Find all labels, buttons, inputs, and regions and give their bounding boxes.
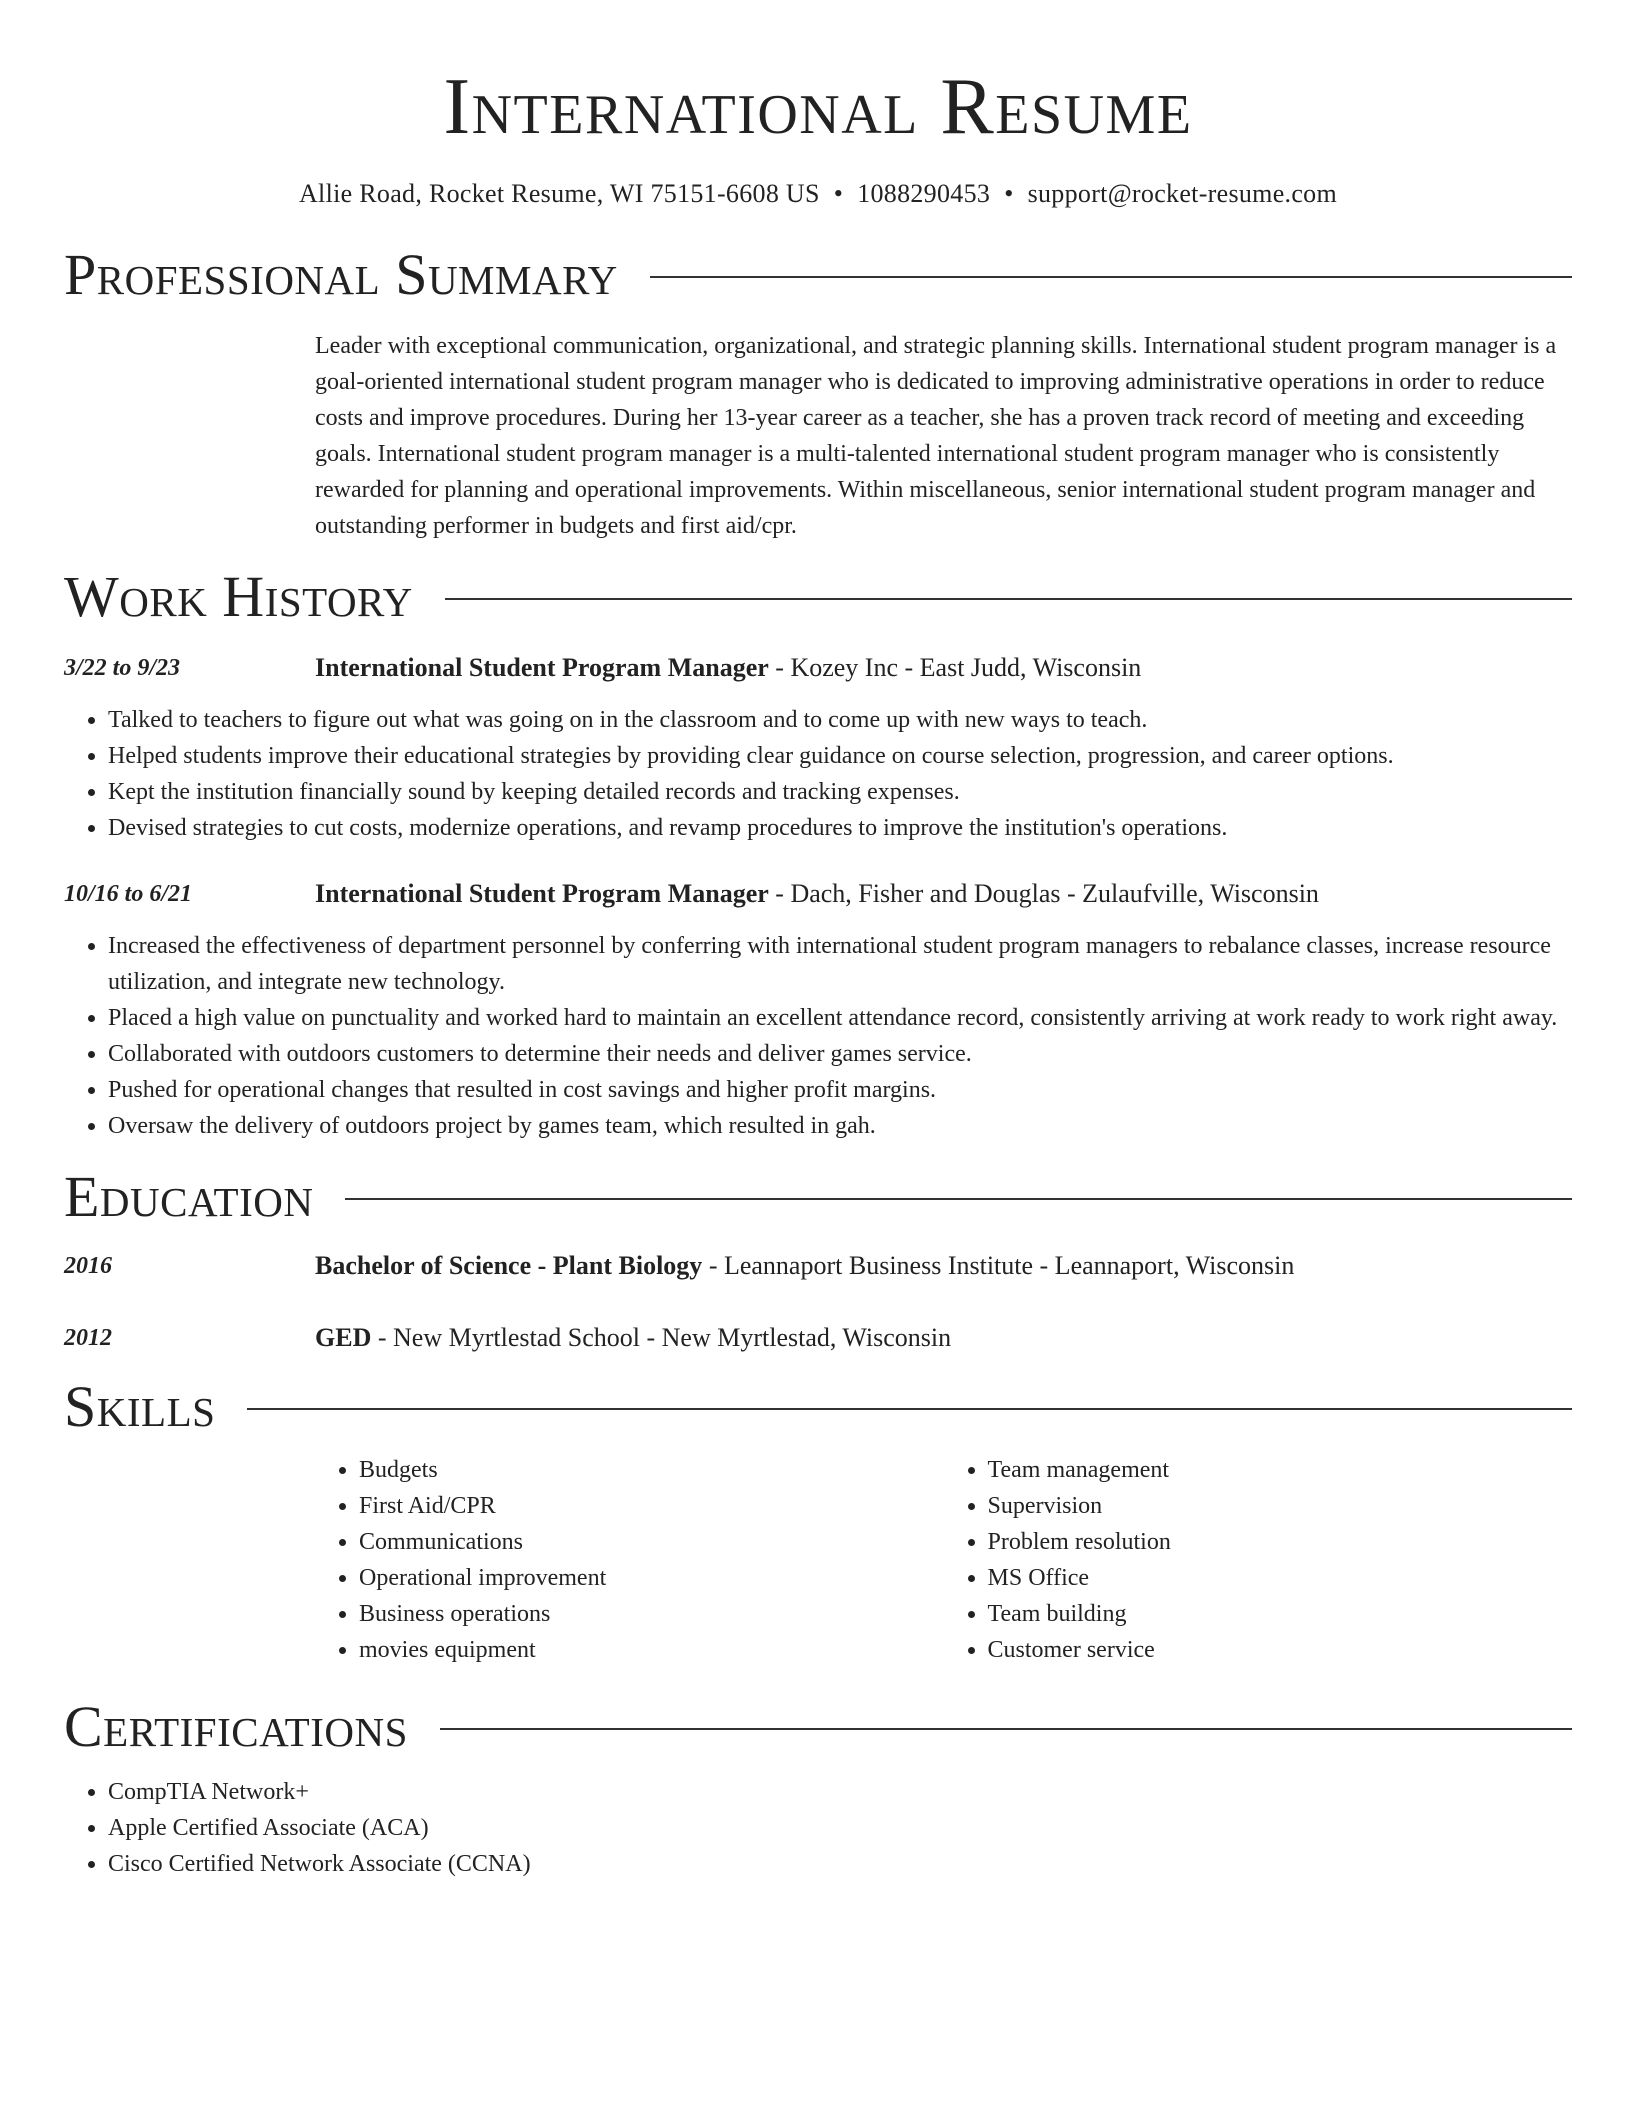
work-section-header bbox=[64, 566, 1572, 628]
education-line bbox=[315, 1320, 1572, 1356]
section-divider bbox=[440, 1728, 1572, 1730]
skills-section-header bbox=[64, 1376, 1572, 1438]
certifications-section-header bbox=[64, 1696, 1572, 1758]
section-divider bbox=[650, 276, 1572, 278]
list-item: • CompTIA Network+ bbox=[108, 1774, 1572, 1810]
job-title: International Student Program Manager bbox=[315, 879, 769, 908]
list-item: • Business operations bbox=[359, 1596, 944, 1632]
education-degree: GED bbox=[315, 1323, 372, 1352]
list-item: • First Aid/CPR bbox=[359, 1488, 944, 1524]
section-title-certifications: Certifications bbox=[64, 1694, 408, 1759]
section-title-summary: Professional Summary bbox=[64, 242, 618, 307]
education-date: 2016 bbox=[64, 1253, 112, 1279]
list-item: • Budgets bbox=[359, 1452, 944, 1488]
section-title-skills: Skills bbox=[64, 1374, 216, 1439]
section-title-education: Education bbox=[64, 1164, 314, 1229]
list-item: • Pushed for operational changes that resulted in cost savings and higher profit margins. bbox=[108, 1072, 1572, 1108]
summary-section-header bbox=[64, 244, 1572, 306]
list-item: • Team management bbox=[988, 1452, 1573, 1488]
job-title-line bbox=[315, 650, 1572, 686]
list-item: • Collaborated with outdoors customers to determine their needs and deliver games service. bbox=[108, 1036, 1572, 1072]
list-item: • Communications bbox=[359, 1524, 944, 1560]
job-date: 3/22 to 9/23 bbox=[64, 655, 181, 681]
list-item: • Increased the effectiveness of department personnel by conferring with international student program managers to rebalance classes, increase resource utilization, and integrate new technology. bbox=[108, 928, 1572, 1000]
job-entry bbox=[64, 876, 1572, 1144]
section-title-work: Work History bbox=[64, 564, 413, 629]
job-entry bbox=[64, 650, 1572, 846]
list-item: • Team building bbox=[988, 1596, 1573, 1632]
job-bullets bbox=[64, 928, 1572, 1144]
job-date: 10/16 to 6/21 bbox=[64, 881, 193, 907]
resume-page bbox=[64, 0, 1572, 1882]
job-title: International Student Program Manager bbox=[315, 653, 769, 682]
job-employer: - Dach, Fisher and Douglas - Zulaufville, Wisconsin bbox=[768, 879, 1319, 908]
job-employer: - Kozey Inc - East Judd, Wisconsin bbox=[768, 653, 1142, 682]
job-header bbox=[64, 876, 1572, 912]
list-item: • Customer service bbox=[988, 1632, 1573, 1668]
job-title-line bbox=[315, 876, 1572, 912]
job-bullets bbox=[64, 702, 1572, 846]
email: support@rocket-resume.com bbox=[1027, 179, 1338, 208]
list-item: • movies equipment bbox=[359, 1632, 944, 1668]
resume-name: International Resume bbox=[443, 63, 1193, 151]
list-item: • Placed a high value on punctuality and worked hard to maintain an excellent attendance record, consistently arriving at work ready to work right away. bbox=[108, 1000, 1572, 1036]
address: Allie Road, Rocket Resume, WI 75151-6608 US bbox=[298, 179, 820, 208]
education-school: - New Myrtlestad School - New Myrtlestad, Wisconsin bbox=[371, 1323, 952, 1352]
list-item: • Talked to teachers to figure out what was going on in the classroom and to come up with new ways to teach. bbox=[108, 702, 1572, 738]
section-divider bbox=[247, 1408, 1572, 1410]
list-item: • Helped students improve their educational strategies by providing clear guidance on course selection, progression, and career options. bbox=[108, 738, 1572, 774]
certifications-list bbox=[64, 1774, 1572, 1882]
skills-list bbox=[315, 1452, 1572, 1668]
separator-dot: • bbox=[1004, 179, 1014, 208]
list-item: • Problem resolution bbox=[988, 1524, 1573, 1560]
list-item: • Devised strategies to cut costs, modernize operations, and revamp procedures to improve the institution's operations. bbox=[108, 810, 1572, 846]
list-item: • Operational improvement bbox=[359, 1560, 944, 1596]
list-item: • Apple Certified Associate (ACA) bbox=[108, 1810, 1572, 1846]
education-school: - Leannaport Business Institute - Leannaport, Wisconsin bbox=[702, 1251, 1295, 1280]
education-entry bbox=[64, 1248, 1572, 1284]
education-section-header bbox=[64, 1166, 1572, 1228]
section-divider bbox=[345, 1198, 1572, 1200]
summary-text: Leader with exceptional communication, organizational, and strategic planning skills. International student program manager is a goal-oriented international student program manager who is dedicated to improving administrative operations in order to reduce costs and improve procedures. During her 13-year career as a teacher, she has a proven track record of meeting and exceeding goals. International student program manager is a multi-talented international student program manager who is consistently rewarded for planning and operational improvements. Within miscellaneous, senior international student program manager and outstanding performer in budgets and first aid/cpr. bbox=[315, 333, 1557, 539]
skills-column-left bbox=[315, 1452, 944, 1668]
job-header bbox=[64, 650, 1572, 686]
list-item: • MS Office bbox=[988, 1560, 1573, 1596]
education-degree: Bachelor of Science - Plant Biology bbox=[315, 1251, 703, 1280]
separator-dot: • bbox=[833, 179, 844, 208]
list-item: • Supervision bbox=[988, 1488, 1573, 1524]
section-divider bbox=[445, 598, 1572, 600]
education-entry bbox=[64, 1320, 1572, 1356]
list-item: • Cisco Certified Network Associate (CCNA) bbox=[108, 1846, 1572, 1882]
education-date: 2012 bbox=[64, 1325, 112, 1351]
education-line bbox=[315, 1248, 1572, 1284]
phone: 1088290453 bbox=[857, 179, 991, 208]
contact-line bbox=[64, 178, 1572, 210]
skills-column-right bbox=[944, 1452, 1573, 1668]
list-item: • Kept the institution financially sound by keeping detailed records and tracking expenses. bbox=[108, 774, 1572, 810]
list-item: • Oversaw the delivery of outdoors project by games team, which resulted in gah. bbox=[108, 1108, 1572, 1144]
